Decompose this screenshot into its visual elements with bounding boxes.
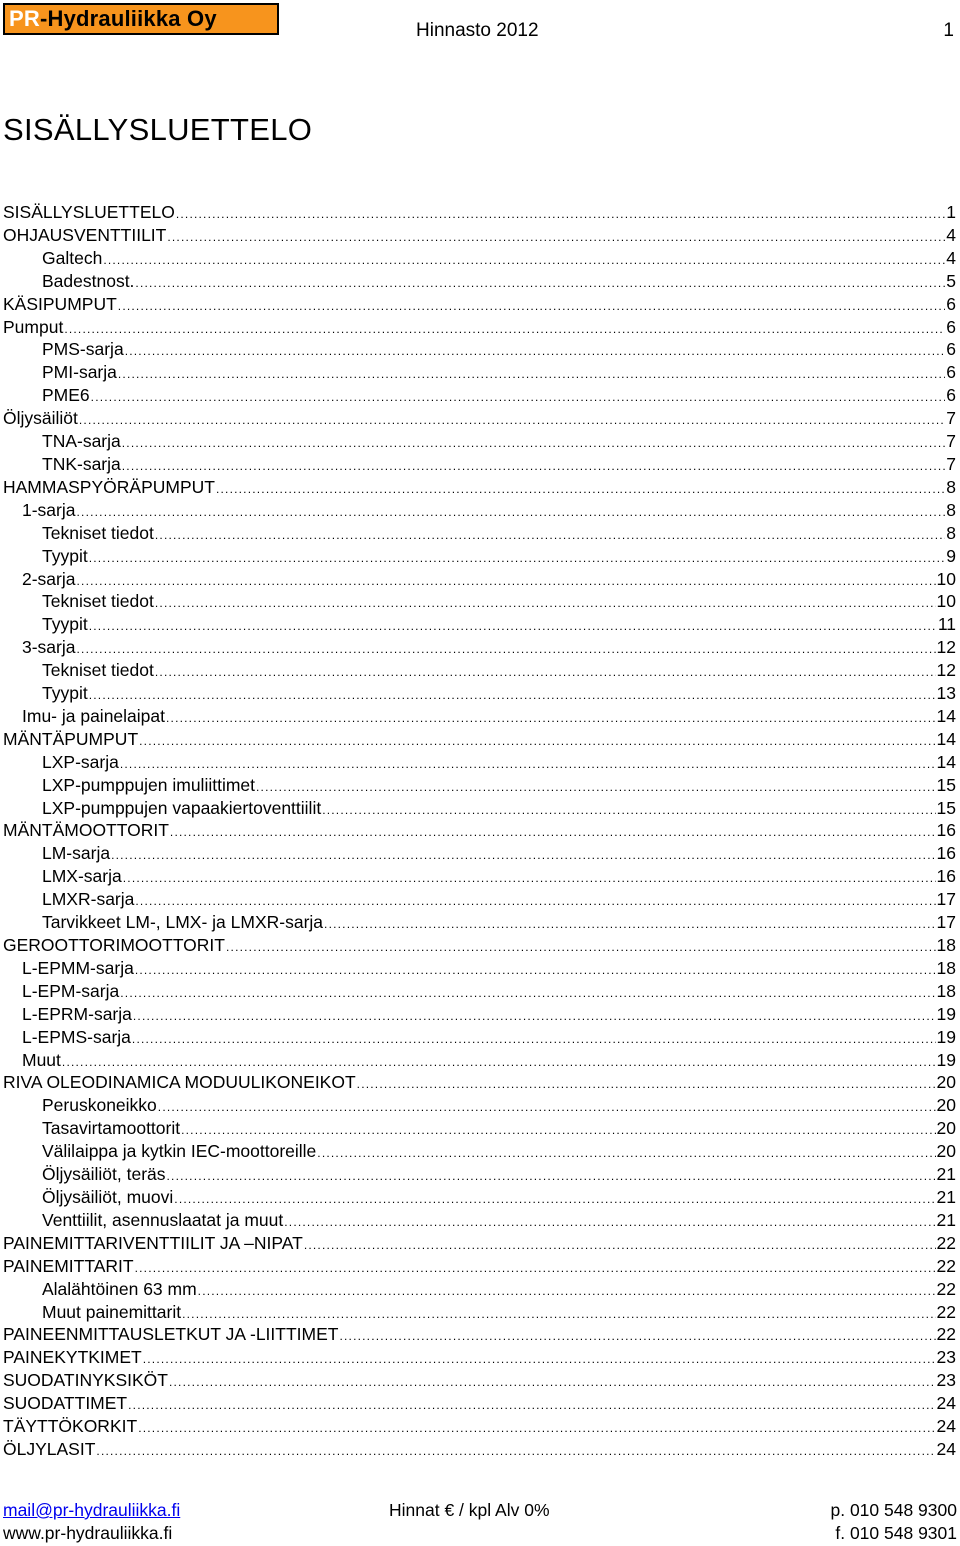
toc-entry-page: 21 [936,1186,956,1207]
toc-entry[interactable] [3,1209,956,1232]
toc-entry[interactable] [3,1163,956,1186]
toc-entry-label: KÄSIPUMPUT [3,293,117,314]
toc-dot-leader [226,936,936,959]
toc-entry[interactable] [3,1438,956,1461]
toc-dot-leader [182,1303,935,1326]
toc-entry-label: LXP-sarja [42,751,119,772]
toc-entry-page: 8 [946,499,956,520]
toc-entry-page: 20 [936,1095,956,1116]
toc-dot-leader [155,592,936,615]
toc-entry[interactable] [3,1415,956,1438]
toc-dot-leader [103,249,945,272]
toc-dot-leader [304,1234,936,1257]
toc-entry-label: GEROOTTORIMOOTTORIT [3,935,225,955]
toc-dot-leader [169,1371,936,1394]
toc-entry-page: 24 [936,1438,956,1459]
logo-text-company: -Hydrauliikka Oy [39,6,217,31]
toc-entry[interactable] [3,797,956,820]
toc-entry[interactable] [3,636,956,659]
toc-entry-label: Muut [22,1049,61,1070]
toc-entry[interactable] [3,1071,956,1094]
toc-entry-label: TNK-sarja [42,453,121,474]
toc-dot-leader [89,684,936,707]
toc-entry[interactable] [3,1301,956,1324]
toc-entry-page: 13 [936,683,956,704]
toc-entry-page: 21 [936,1209,956,1230]
toc-entry-label: 1-sarja [22,499,76,520]
toc-entry-label: PAINEMITTARIVENTTIILIT JA –NIPAT [3,1232,303,1253]
toc-entry-page: 14 [936,705,956,726]
toc-entry[interactable] [3,568,956,591]
table-of-contents [3,201,956,1461]
toc-dot-leader [181,1119,935,1142]
toc-entry[interactable] [3,888,956,911]
toc-entry[interactable] [3,293,956,316]
toc-entry-page: 22 [936,1278,956,1299]
toc-entry-page: 14 [936,728,956,749]
toc-entry-label: LXP-pumppujen imuliittimet [42,774,256,795]
toc-entry-page: 6 [946,339,956,360]
toc-entry-label: LXP-pumppujen vapaakiertoventtiilit [42,797,322,818]
toc-dot-leader [322,799,935,822]
toc-entry[interactable] [3,1392,956,1415]
toc-entry-label: RIVA OLEODINAMICA MODUULIKONEIKOT [3,1072,356,1093]
toc-entry-page: 6 [946,316,956,337]
toc-entry-label: Öljysäiliöt [3,408,78,429]
toc-entry-page: 1 [946,202,956,222]
toc-entry-page: 12 [936,660,956,681]
toc-entry[interactable] [3,774,956,797]
toc-entry-page: 19 [936,1026,956,1047]
toc-entry-page: 15 [936,774,956,795]
toc-entry-page: 22 [936,1324,956,1345]
toc-entry-label: L-EPM-sarja [22,980,120,1001]
toc-dot-leader [79,409,945,432]
toc-entry[interactable] [3,545,956,568]
toc-entry-label: ÖLJYLASIT [3,1438,96,1459]
toc-dot-leader [111,844,935,867]
toc-entry-label: Tarvikkeet LM-, LMX- ja LMXR-sarja [42,912,324,933]
header-page-number: 1 [943,20,954,41]
toc-dot-leader [135,1257,936,1280]
toc-dot-leader [198,1280,936,1303]
toc-entry[interactable] [3,453,956,476]
toc-entry-page: 24 [936,1393,956,1414]
toc-entry-label: L-EPMM-sarja [22,957,134,978]
toc-entry[interactable] [3,751,956,774]
toc-dot-leader [216,478,945,501]
footer-prices-note: Hinnat € / kpl Alv 0% [389,1500,550,1520]
toc-dot-leader [135,272,945,295]
toc-entry[interactable] [3,247,956,270]
toc-dot-leader [77,638,936,661]
toc-entry[interactable] [3,338,956,361]
toc-entry-page: 23 [936,1370,956,1391]
toc-entry[interactable] [3,384,956,407]
toc-entry-page: 15 [936,797,956,818]
footer-phone: p. 010 548 9300 [830,1500,957,1520]
toc-dot-leader [155,524,945,547]
toc-entry[interactable] [3,1255,956,1278]
toc-entry-label: Tekniset tiedot [42,522,154,543]
toc-entry-page: 18 [936,935,956,955]
toc-entry[interactable] [3,407,956,430]
toc-entry[interactable] [3,659,956,682]
toc-entry-label: Muut painemittarit [42,1301,182,1322]
toc-entry[interactable] [3,1026,956,1049]
toc-entry[interactable] [3,911,956,934]
toc-dot-leader [89,615,937,638]
toc-entry[interactable] [3,1232,956,1255]
toc-entry-page: 17 [936,889,956,910]
toc-entry[interactable] [3,1003,956,1026]
toc-entry-page: 8 [946,476,956,497]
toc-entry-page: 7 [946,453,956,474]
toc-entry[interactable] [3,1049,956,1072]
toc-entry-page: 14 [936,751,956,772]
toc-entry-page: 18 [936,957,956,978]
toc-entry-label: LMX-sarja [42,866,122,887]
toc-entry[interactable] [3,270,956,293]
toc-entry-label: 2-sarja [22,568,76,589]
footer-website[interactable]: www.pr-hydrauliikka.fi [3,1523,173,1543]
toc-entry-label: L-EPMS-sarja [22,1026,131,1047]
toc-entry-page: 19 [936,1003,956,1024]
toc-entry[interactable] [3,1186,956,1209]
header-title: Hinnasto 2012 [416,20,539,41]
toc-entry-page: 8 [946,522,956,543]
toc-entry[interactable] [3,522,956,545]
toc-entry-label: SUODATTIMET [3,1393,128,1414]
toc-entry-page: 11 [937,614,956,635]
toc-entry[interactable] [3,865,956,888]
toc-entry[interactable] [3,1094,956,1117]
toc-entry-page: 12 [936,637,956,658]
footer-email-link[interactable]: mail@pr-hydrauliikka.fi [3,1500,181,1520]
toc-dot-leader [96,1440,935,1463]
toc-dot-leader [125,340,946,363]
toc-entry[interactable] [3,705,956,728]
toc-entry[interactable] [3,224,956,247]
toc-entry-page: 16 [936,843,956,864]
toc-entry-label: Tasavirtamoottorit [42,1118,181,1139]
toc-entry[interactable] [3,430,956,453]
toc-entry-page: 20 [936,1141,956,1162]
toc-entry-label: Öljysäiliöt, muovi [42,1186,174,1207]
page-footer [3,1500,957,1546]
toc-entry-label: Alalähtöinen 63 mm [42,1278,197,1299]
toc-entry[interactable] [3,499,956,522]
toc-entry-page: 10 [936,568,956,589]
toc-entry-page: 6 [946,385,956,406]
toc-dot-leader [120,753,936,776]
toc-dot-leader [122,432,946,455]
toc-entry[interactable] [3,1278,956,1301]
toc-dot-leader [158,1096,936,1119]
toc-dot-leader [167,226,945,249]
toc-entry-page: 19 [936,1049,956,1070]
toc-entry-label: SUODATINYKSIKÖT [3,1370,168,1391]
toc-dot-leader [284,1211,935,1234]
toc-dot-leader [166,707,936,730]
toc-dot-leader [317,1142,935,1165]
toc-dot-leader [123,867,936,890]
toc-dot-leader [135,890,935,913]
toc-entry[interactable] [3,476,956,499]
toc-dot-leader [174,1188,935,1211]
toc-entry-label: PME6 [42,385,90,406]
toc-entry-label: Öljysäiliöt, teräs [42,1164,166,1185]
toc-entry[interactable] [3,1140,956,1163]
toc-entry-page: 10 [936,591,956,612]
toc-entry-label: OHJAUSVENTTIILIT [3,224,167,245]
toc-entry-label: Imu- ja painelaipat [22,705,165,726]
toc-entry-label: SISÄLLYSLUETTELO [3,202,175,222]
toc-entry-label: LMXR-sarja [42,889,135,910]
toc-entry-label: Badestnost. [42,270,135,291]
toc-dot-leader [143,1348,936,1371]
toc-entry-page: 6 [946,362,956,383]
toc-dot-leader [91,386,946,409]
toc-entry-label: Tyypit [42,614,88,635]
company-logo [3,3,279,35]
toc-entry[interactable] [3,842,956,865]
toc-entry-page: 16 [936,820,956,841]
toc-entry-page: 20 [936,1118,956,1139]
toc-dot-leader [62,1051,936,1074]
toc-dot-leader [64,318,945,341]
toc-entry[interactable] [3,613,956,636]
toc-entry-label: Peruskoneikko [42,1095,157,1116]
toc-entry[interactable] [3,934,956,957]
toc-entry-page: 20 [936,1072,956,1093]
toc-entry-page: 5 [946,270,956,291]
toc-dot-leader [339,1325,935,1348]
toc-entry[interactable] [3,1346,956,1369]
toc-dot-leader [122,455,946,478]
toc-entry-label: PAINEENMITTAUSLETKUT JA -LIITTIMET [3,1324,339,1345]
toc-entry[interactable] [3,201,956,224]
toc-dot-leader [132,1028,936,1051]
toc-entry-label: Venttiilit, asennuslaatat ja muut [42,1209,284,1230]
toc-entry-page: 18 [936,980,956,1001]
toc-entry-page: 7 [946,431,956,452]
toc-entry-page: 7 [946,408,956,429]
toc-dot-leader [128,1394,935,1417]
toc-entry-page: 4 [946,224,956,245]
toc-entry-label: PMI-sarja [42,362,117,383]
toc-dot-leader [120,982,935,1005]
toc-dot-leader [167,1165,936,1188]
toc-entry-page: 17 [936,912,956,933]
toc-entry-page: 22 [936,1232,956,1253]
toc-entry[interactable] [3,1323,956,1346]
toc-dot-leader [118,295,945,318]
toc-dot-leader [135,959,936,982]
toc-dot-leader [77,570,936,593]
toc-entry-page: 22 [936,1255,956,1276]
footer-fax: f. 010 548 9301 [835,1523,957,1543]
toc-entry-label: PAINEKYTKIMET [3,1347,142,1368]
toc-entry-label: Tyypit [42,545,88,566]
toc-entry[interactable] [3,361,956,384]
toc-entry-label: Tekniset tiedot [42,660,154,681]
toc-dot-leader [176,203,945,226]
logo-text-pr: PR [9,6,40,31]
toc-entry-page: 16 [936,866,956,887]
toc-entry-page: 6 [946,293,956,314]
toc-entry-label: Pumput [3,316,64,337]
toc-entry-label: Tekniset tiedot [42,591,154,612]
toc-entry-page: 23 [936,1347,956,1368]
toc-entry-page: 21 [936,1164,956,1185]
toc-dot-leader [357,1073,936,1096]
toc-entry[interactable] [3,980,956,1003]
toc-entry[interactable] [3,957,956,980]
toc-entry[interactable] [3,1117,956,1140]
toc-dot-leader [133,1005,936,1028]
toc-entry[interactable] [3,316,956,339]
toc-dot-leader [170,821,936,844]
toc-entry-label: LM-sarja [42,843,111,864]
toc-entry-label: HAMMASPYÖRÄPUMPUT [3,476,215,497]
toc-entry-label: TÄYTTÖKORKIT [3,1416,138,1437]
toc-dot-leader [118,363,945,386]
toc-entry[interactable] [3,728,956,751]
toc-dot-leader [89,547,946,570]
toc-entry-label: MÄNTÄMOOTTORIT [3,820,169,841]
toc-entry[interactable] [3,1369,956,1392]
toc-entry-page: 24 [936,1416,956,1437]
toc-entry-label: 3-sarja [22,637,76,658]
toc-entry-page: 22 [936,1301,956,1322]
toc-dot-leader [138,1417,935,1440]
page-title: SISÄLLYSLUETTELO [3,112,313,147]
toc-dot-leader [324,913,935,936]
toc-entry-label: TNA-sarja [42,431,121,452]
toc-entry[interactable] [3,819,956,842]
toc-entry-label: PMS-sarja [42,339,124,360]
toc-dot-leader [155,661,936,684]
toc-entry-label: MÄNTÄPUMPUT [3,728,139,749]
toc-dot-leader [256,776,936,799]
toc-entry[interactable] [3,682,956,705]
toc-entry-label: PAINEMITTARIT [3,1255,134,1276]
toc-entry-page: 9 [946,545,956,566]
toc-entry-label: L-EPRM-sarja [22,1003,132,1024]
toc-entry-label: Galtech [42,247,103,268]
toc-entry-label: Tyypit [42,683,88,704]
toc-entry-label: Välilaippa ja kytkin IEC-moottoreille [42,1141,317,1162]
toc-dot-leader [77,501,946,524]
toc-entry[interactable] [3,590,956,613]
toc-entry-page: 4 [946,247,956,268]
toc-dot-leader [139,730,935,753]
